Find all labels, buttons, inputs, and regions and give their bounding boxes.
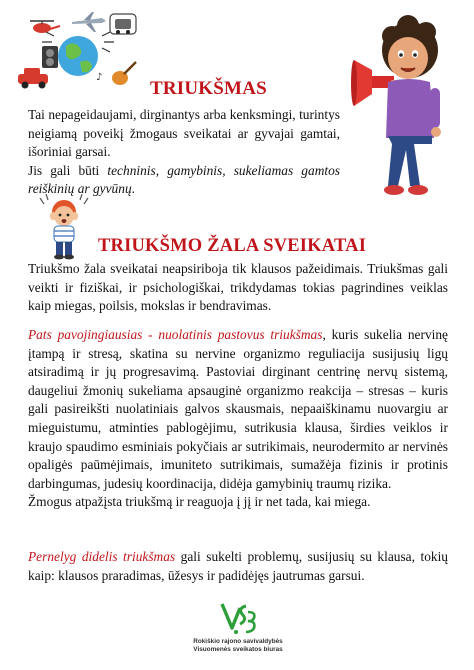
types-prefix: Jis gali būti (28, 162, 108, 178)
types-italic: techninis, gamybinis, sukeliamas gamtos reiškinių ar gyvūnų (28, 162, 340, 197)
noise-globe-illustration (14, 6, 144, 98)
logo-line-1: Rokiškio rajono savivaldybės (193, 638, 283, 645)
excessive-noise-text: gali sukelti problemų, susijusių su klausa, tokių kaip: klausos praradimas, ūžesys ir padidėjęs jautrumas garsui. (28, 549, 449, 583)
section-title-health-harm: TRIUKŠMO ŽALA SVEIKATAI (98, 236, 367, 256)
health-intro-paragraph: Triukšmo žala sveikatai neapsiriboja tik klausos pažeidimais. Triukšmas gali veikti ir fiziškai, ir psichologiškai, trikdydamas tokias pagrindines veiklas kaip miegas, poilsis, mokslas ir bendravimas. (28, 261, 448, 314)
covering-ears-child-illustration (38, 194, 90, 260)
continuous-noise-paragraph (28, 326, 448, 512)
section-title-noise: TRIUKŠMAS (150, 78, 267, 99)
excessive-noise-paragraph (28, 548, 448, 585)
sleep-reaction-text: Žmogus atpažįsta triukšmą ir reaguoja į jį ir net tada, kai miega. (28, 494, 371, 510)
continuous-noise-text: , kuris sukelia nervinę įtampą ir stresą, skatina su nervine organizmo reguliacija susijusių ligų atsiradimą ir jų progresavimą. Pastoviai dirginant centrinę nervų sistemą, daugeliui žmonių sukeliama apsauginė organizmo reakcija – stresas – kuris gali pasireikšti nuolatiniais galvos skausmais, nepaaiškinamu nuovargiu ar mieguistumu, atminties pablogėjimu, sutrikusia klausa, širdies veiklos ir kraujo spaudimo esminiais pokyčiais ar sutrikimais, neurodermito ar nervinės opaligės paūmėjimais, imuniteto sutrikimais, sumažėja fizinis ir protinis darbingumas, judesių koordinacija, didėja gamybinių traumų rizika. (28, 327, 448, 491)
logo-caption (176, 638, 300, 654)
definition-text: Tai nepageidaujami, dirginantys arba kenksmingi, turintys neigiamą poveikį žmogaus sveikatai ar gyvajai gamtai, išoriniai garsai. (28, 107, 340, 160)
excessive-noise-emphasis: Pernelyg didelis triukšmas (28, 549, 176, 564)
vsb-logo (216, 600, 260, 636)
boy-megaphone-illustration (348, 10, 468, 200)
continuous-noise-emphasis: Pats pavojingiausias - nuolatinis pastovus triukšmas (28, 327, 323, 342)
types-suffix: . (131, 181, 135, 197)
svg-text:♪: ♪ (96, 72, 103, 83)
logo-line-2: Visuomenės sveikatos biuras (193, 646, 283, 653)
noise-definition-paragraph (28, 106, 340, 199)
